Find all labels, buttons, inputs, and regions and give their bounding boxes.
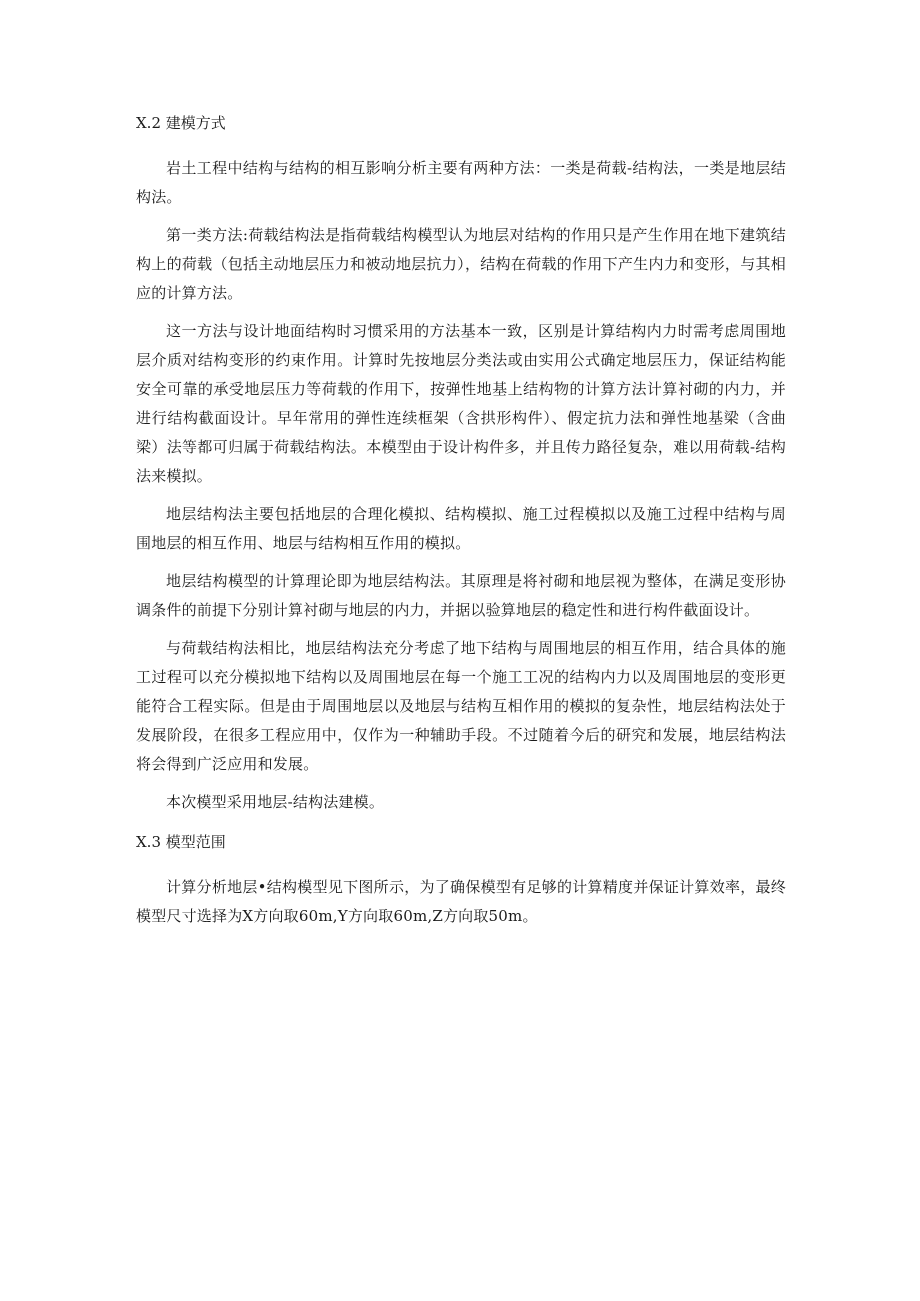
paragraph: 计算分析地层•结构模型见下图所示，为了确保模型有足够的计算精度并保证计算效率，最终模型尺寸选择为X方向取60m,Y方向取60m,Z方向取50m。	[136, 878, 786, 925]
paragraph: 第一类方法:荷载结构法是指荷载结构模型认为地层对结构的作用只是产生作用在地下建筑结构上的荷载（包括主动地层压力和被动地层抗力），结构在荷载的作用下产生内力和变形，与其相应的计算方法。	[136, 226, 786, 302]
paragraph: 与荷载结构法相比，地层结构法充分考虑了地下结构与周围地层的相互作用，结合具体的施工过程可以充分模拟地下结构以及周围地层在每一个施工工况的结构内力以及周围地层的变形更能符合工程实际。但是由于周围地层以及地层与结构互相作用的模拟的复杂性，地层结构法处于发展阶段，在很多工程应用中，仅作为一种辅助手段。不过随着今后的研究和发展，地层结构法将会得到广泛应用和发展。	[136, 639, 786, 773]
document-page	[136, 112, 786, 940]
paragraph: 岩土工程中结构与结构的相互影响分析主要有两种方法：一类是荷载-结构法，一类是地层结构法。	[136, 159, 786, 206]
paragraph: 这一方法与设计地面结构时习惯采用的方法基本一致，区别是计算结构内力时需考虑周围地层介质对结构变形的约束作用。计算时先按地层分类法或由实用公式确定地层压力，保证结构能安全可靠的承受地层压力等荷载的作用下，按弹性地基上结构物的计算方法计算衬砌的内力，并进行结构截面设计。早年常用的弹性连续框架（含拱形构件）、假定抗力法和弹性地基梁（含曲梁）法等都可归属于荷载结构法。本模型由于设计构件多，并且传力路径复杂，难以用荷载-结构法来模拟。	[136, 322, 786, 485]
section-heading-x3: X.3 模型范围	[136, 833, 226, 851]
paragraph: 地层结构法主要包括地层的合理化模拟、结构模拟、施工过程模拟以及施工过程中结构与周围地层的相互作用、地层与结构相互作用的模拟。	[136, 505, 786, 552]
section-heading-x2: X.2 建模方式	[136, 114, 226, 132]
paragraph: 本次模型采用地层-结构法建模。	[166, 793, 385, 811]
paragraph: 地层结构模型的计算理论即为地层结构法。其原理是将衬砌和地层视为整体，在满足变形协调条件的前提下分别计算衬砌与地层的内力，并据以验算地层的稳定性和进行构件截面设计。	[136, 572, 786, 619]
